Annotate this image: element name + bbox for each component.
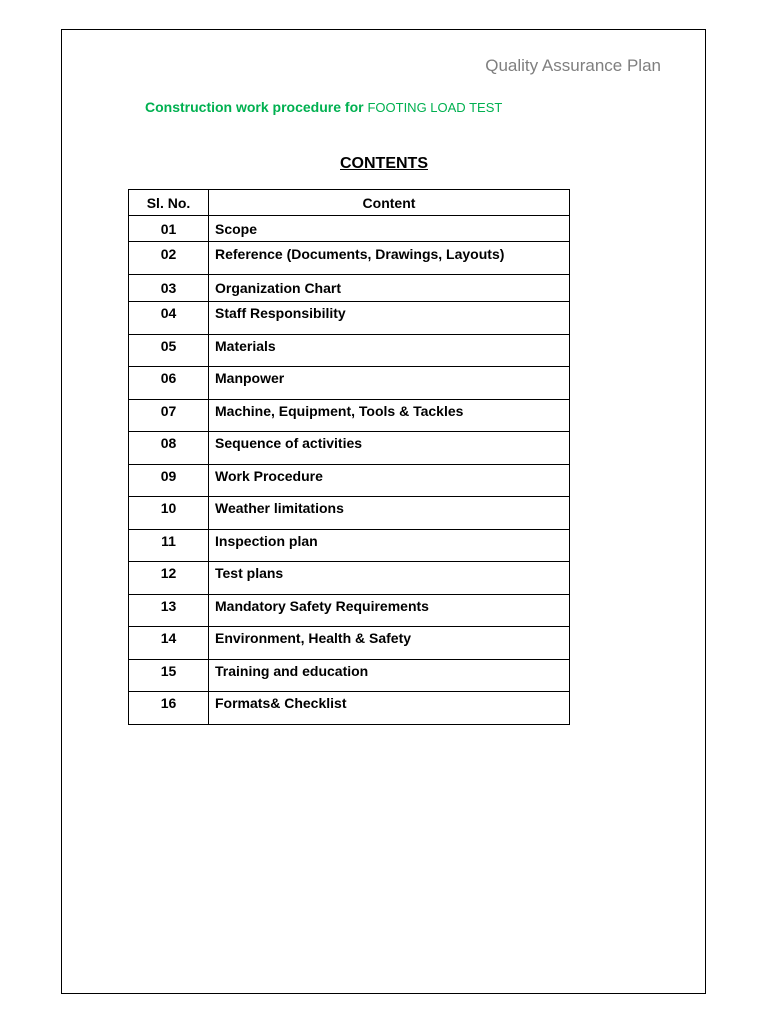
row-sl-no: 05 [129, 335, 209, 367]
table-row [129, 242, 570, 275]
table-row [129, 497, 570, 530]
row-content: Staff Responsibility [209, 302, 570, 335]
table-row [129, 465, 570, 497]
row-sl-no: 15 [129, 660, 209, 692]
row-content: Machine, Equipment, Tools & Tackles [209, 400, 570, 432]
row-sl-no: 12 [129, 562, 209, 595]
row-sl-no: 10 [129, 497, 209, 530]
row-sl-no: 01 [129, 216, 209, 242]
row-sl-no: 07 [129, 400, 209, 432]
column-header-content: Content [209, 190, 570, 216]
row-content: Environment, Health & Safety [209, 627, 570, 660]
row-content: Sequence of activities [209, 432, 570, 465]
row-sl-no: 09 [129, 465, 209, 497]
row-content: Formats& Checklist [209, 692, 570, 725]
row-sl-no: 06 [129, 367, 209, 400]
row-sl-no: 16 [129, 692, 209, 725]
row-sl-no: 08 [129, 432, 209, 465]
table-row [129, 595, 570, 627]
table-row [129, 432, 570, 465]
row-sl-no: 03 [129, 275, 209, 302]
row-content: Weather limitations [209, 497, 570, 530]
row-sl-no: 13 [129, 595, 209, 627]
table-row [129, 367, 570, 400]
table-row [129, 216, 570, 242]
table-header-row [129, 190, 570, 216]
row-content: Scope [209, 216, 570, 242]
column-header-sl-no: Sl. No. [129, 190, 209, 216]
contents-heading: CONTENTS [340, 155, 428, 172]
subtitle-prefix: Construction work procedure for [145, 99, 368, 115]
document-header-title: Quality Assurance Plan [485, 56, 661, 75]
row-content: Manpower [209, 367, 570, 400]
row-sl-no: 11 [129, 530, 209, 562]
row-content: Training and education [209, 660, 570, 692]
table-row [129, 400, 570, 432]
row-sl-no: 14 [129, 627, 209, 660]
row-content: Organization Chart [209, 275, 570, 302]
row-sl-no: 04 [129, 302, 209, 335]
row-content: Test plans [209, 562, 570, 595]
row-content: Materials [209, 335, 570, 367]
row-content: Inspection plan [209, 530, 570, 562]
table-row [129, 660, 570, 692]
row-content: Mandatory Safety Requirements [209, 595, 570, 627]
subtitle-subject: FOOTING LOAD TEST [367, 100, 503, 115]
table-row [129, 302, 570, 335]
row-content: Work Procedure [209, 465, 570, 497]
table-row [129, 275, 570, 302]
contents-table [128, 189, 570, 725]
table-row [129, 562, 570, 595]
row-content: Reference (Documents, Drawings, Layouts) [209, 242, 570, 275]
row-sl-no: 02 [129, 242, 209, 275]
table-row [129, 530, 570, 562]
table-row [129, 627, 570, 660]
procedure-subtitle [145, 99, 502, 115]
table-row [129, 335, 570, 367]
table-row [129, 692, 570, 725]
